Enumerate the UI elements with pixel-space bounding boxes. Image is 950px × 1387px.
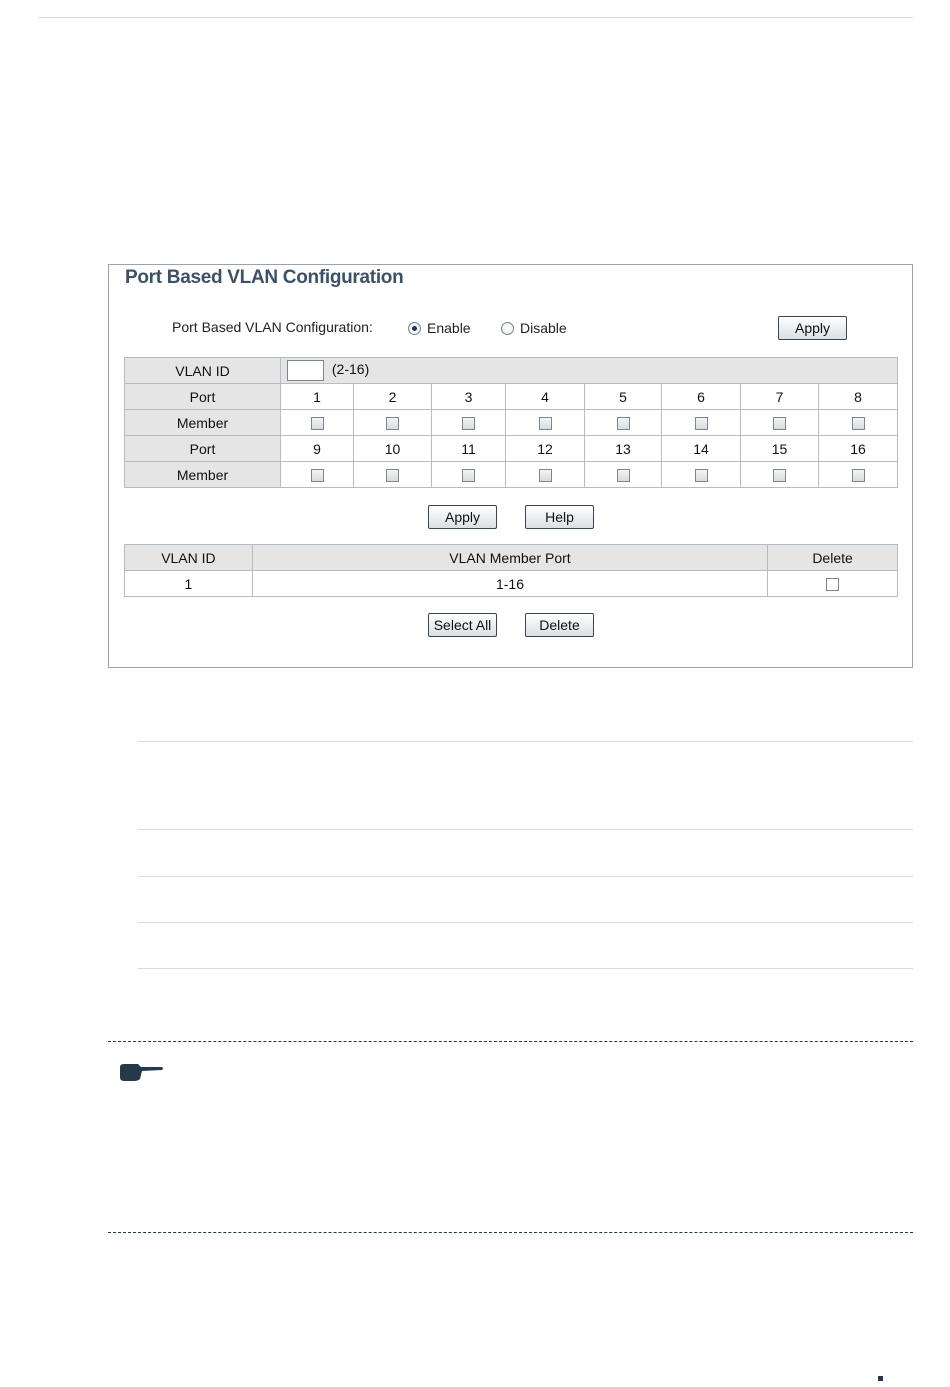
port-number: 7 bbox=[741, 384, 819, 410]
member-checkbox-5[interactable] bbox=[617, 417, 630, 430]
mode-label: Port Based VLAN Configuration: bbox=[172, 319, 373, 335]
vlan-id-input[interactable] bbox=[287, 360, 324, 381]
member-checkbox-14[interactable] bbox=[695, 469, 708, 482]
row-member-port: 1-16 bbox=[252, 571, 767, 597]
member-checkbox-9[interactable] bbox=[311, 469, 324, 482]
member-label: Member bbox=[125, 410, 281, 436]
port-number: 13 bbox=[585, 436, 662, 462]
member-checkbox-11[interactable] bbox=[462, 469, 475, 482]
note-top-border bbox=[108, 1041, 913, 1042]
col-header-vlan-id: VLAN ID bbox=[125, 545, 253, 571]
port-number: 3 bbox=[432, 384, 506, 410]
vlan-id-cell bbox=[281, 358, 898, 384]
port-number: 1 bbox=[281, 384, 354, 410]
vlan-id-range: (2-16) bbox=[331, 361, 370, 378]
mode-apply-button[interactable]: Apply bbox=[778, 316, 847, 340]
vlan-list-table bbox=[124, 544, 898, 597]
table-row bbox=[125, 571, 898, 597]
port-number: 2 bbox=[354, 384, 432, 410]
pointing-hand-icon bbox=[118, 1061, 164, 1083]
help-button[interactable]: Help bbox=[525, 505, 594, 529]
member-checkbox-3[interactable] bbox=[462, 417, 475, 430]
member-checkbox-1[interactable] bbox=[311, 417, 324, 430]
delete-checkbox[interactable] bbox=[826, 578, 839, 591]
divider bbox=[138, 968, 913, 969]
member-checkbox-2[interactable] bbox=[386, 417, 399, 430]
vlan-id-label: VLAN ID bbox=[125, 358, 281, 384]
delete-button[interactable]: Delete bbox=[525, 613, 594, 637]
vlan-form-table bbox=[124, 357, 898, 488]
member-checkbox-13[interactable] bbox=[617, 469, 630, 482]
panel-title: Port Based VLAN Configuration bbox=[125, 267, 404, 288]
radio-unchecked-icon[interactable] bbox=[501, 322, 514, 335]
page-marker bbox=[878, 1376, 883, 1381]
port-number: 14 bbox=[662, 436, 741, 462]
member-checkbox-6[interactable] bbox=[695, 417, 708, 430]
divider bbox=[138, 829, 913, 830]
disable-radio[interactable] bbox=[501, 320, 567, 336]
member-checkbox-7[interactable] bbox=[773, 417, 786, 430]
disable-label: Disable bbox=[520, 320, 567, 336]
divider bbox=[138, 741, 913, 742]
enable-radio[interactable] bbox=[408, 320, 471, 336]
divider bbox=[138, 922, 913, 923]
port-number: 10 bbox=[354, 436, 432, 462]
port-number: 5 bbox=[585, 384, 662, 410]
note-bottom-border bbox=[108, 1232, 913, 1233]
row-vlan-id: 1 bbox=[125, 571, 253, 597]
member-checkbox-4[interactable] bbox=[539, 417, 552, 430]
divider bbox=[138, 876, 913, 877]
port-number: 11 bbox=[432, 436, 506, 462]
member-checkbox-15[interactable] bbox=[773, 469, 786, 482]
port-number: 6 bbox=[662, 384, 741, 410]
form-apply-button[interactable]: Apply bbox=[428, 505, 497, 529]
member-checkbox-12[interactable] bbox=[539, 469, 552, 482]
member-checkbox-10[interactable] bbox=[386, 469, 399, 482]
enable-label: Enable bbox=[427, 320, 471, 336]
port-label: Port bbox=[125, 384, 281, 410]
select-all-button[interactable]: Select All bbox=[428, 613, 497, 637]
member-checkbox-8[interactable] bbox=[852, 417, 865, 430]
port-number: 8 bbox=[819, 384, 898, 410]
top-rule bbox=[38, 17, 913, 18]
port-number: 4 bbox=[506, 384, 585, 410]
port-number: 15 bbox=[741, 436, 819, 462]
member-checkbox-16[interactable] bbox=[852, 469, 865, 482]
col-header-delete: Delete bbox=[768, 545, 898, 571]
radio-checked-icon[interactable] bbox=[408, 322, 421, 335]
col-header-member-port: VLAN Member Port bbox=[252, 545, 767, 571]
port-number: 9 bbox=[281, 436, 354, 462]
port-number: 16 bbox=[819, 436, 898, 462]
member-label: Member bbox=[125, 462, 281, 488]
port-label: Port bbox=[125, 436, 281, 462]
port-number: 12 bbox=[506, 436, 585, 462]
